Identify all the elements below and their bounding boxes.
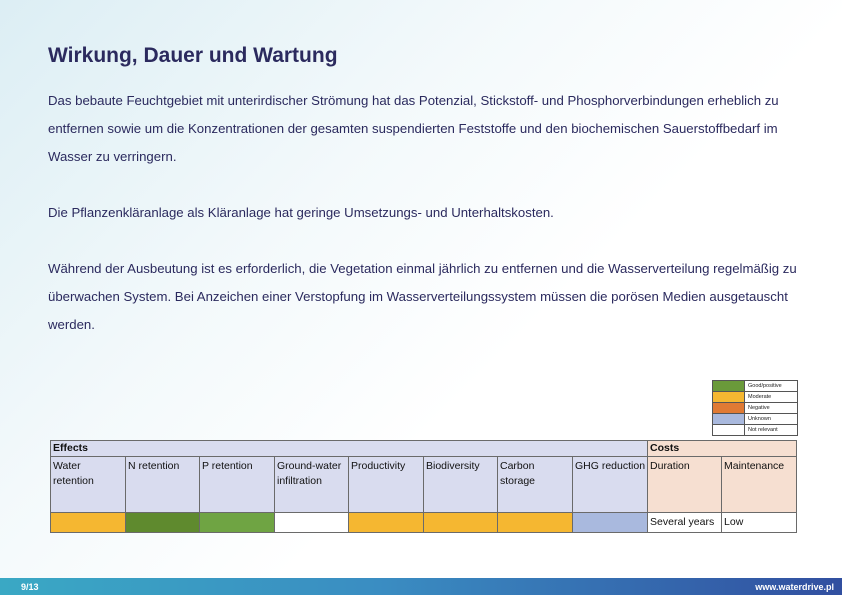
cost-label-maintenance: Maintenance [722,457,797,513]
page-title: Wirkung, Dauer und Wartung [48,44,338,67]
effects-costs-table [50,440,797,533]
rating-legend [712,380,798,436]
effect-label-water-retention: Water retention [51,457,126,513]
legend-label-good: Good/positive [748,383,782,389]
legend-swatch-unknown [713,414,745,424]
footer-bar [0,578,842,595]
effect-rating-ghg-reduction [573,513,648,533]
legend-swatch-not-relevant [713,425,745,435]
effect-label-p-retention: P retention [200,457,275,513]
table-header-row [51,441,797,457]
legend-label-moderate: Moderate [748,394,772,400]
legend-label-unknown: Unknown [748,416,771,422]
paragraph-maintenance: Während der Ausbeutung ist es erforderlich, die Vegetation einmal jährlich zu entfernen und die Wasserverteilung regelmäßig zu überwachen System. Bei Anzeichen einer Verstopfung im Wasserverteilungssystem müssen die porösen Medien ausgetauscht werden. [48,261,797,332]
legend-row-unknown [713,414,797,425]
legend-row-not-relevant [713,425,797,435]
cost-value-maintenance: Low [722,513,797,533]
page-number: 9/13 [21,582,39,592]
paragraph-effect: Das bebaute Feuchtgebiet mit unterirdischer Strömung hat das Potenzial, Stickstoff- und Phosphorverbindungen erheblich zu entfernen sowie um die Konzentrationen der gesamten suspendierten Feststoffe und den biochemischen Sauerstoffbedarf im Wasser zu verringern. [48,93,779,164]
effect-rating-productivity [349,513,424,533]
table-label-row [51,457,797,513]
effect-rating-groundwater-infiltration [275,513,349,533]
effect-label-n-retention: N retention [126,457,200,513]
costs-header: Costs [648,441,797,457]
legend-label-not-relevant: Not relevant [748,427,778,433]
effect-rating-water-retention [51,513,126,533]
legend-row-good [713,381,797,392]
legend-label-negative: Negative [748,405,770,411]
table-value-row [51,513,797,533]
legend-swatch-negative [713,403,745,413]
effects-header: Effects [51,441,648,457]
paragraph-costs: Die Pflanzenkläranlage als Kläranlage hat geringe Umsetzungs- und Unterhaltskosten. [48,205,554,220]
effect-rating-p-retention [200,513,275,533]
website-url[interactable]: www.waterdrive.pl [755,582,834,592]
legend-swatch-moderate [713,392,745,402]
effect-rating-n-retention [126,513,200,533]
legend-row-negative [713,403,797,414]
legend-swatch-good [713,381,745,391]
effect-rating-biodiversity [424,513,498,533]
effect-label-groundwater-infiltration: Ground-water infiltration [275,457,349,513]
effect-label-biodiversity: Biodiversity [424,457,498,513]
cost-value-duration: Several years [648,513,722,533]
effect-label-productivity: Productivity [349,457,424,513]
effect-label-ghg-reduction: GHG reduction [573,457,648,513]
effect-rating-carbon-storage [498,513,573,533]
cost-label-duration: Duration [648,457,722,513]
effect-label-carbon-storage: Carbon storage [498,457,573,513]
legend-row-moderate [713,392,797,403]
